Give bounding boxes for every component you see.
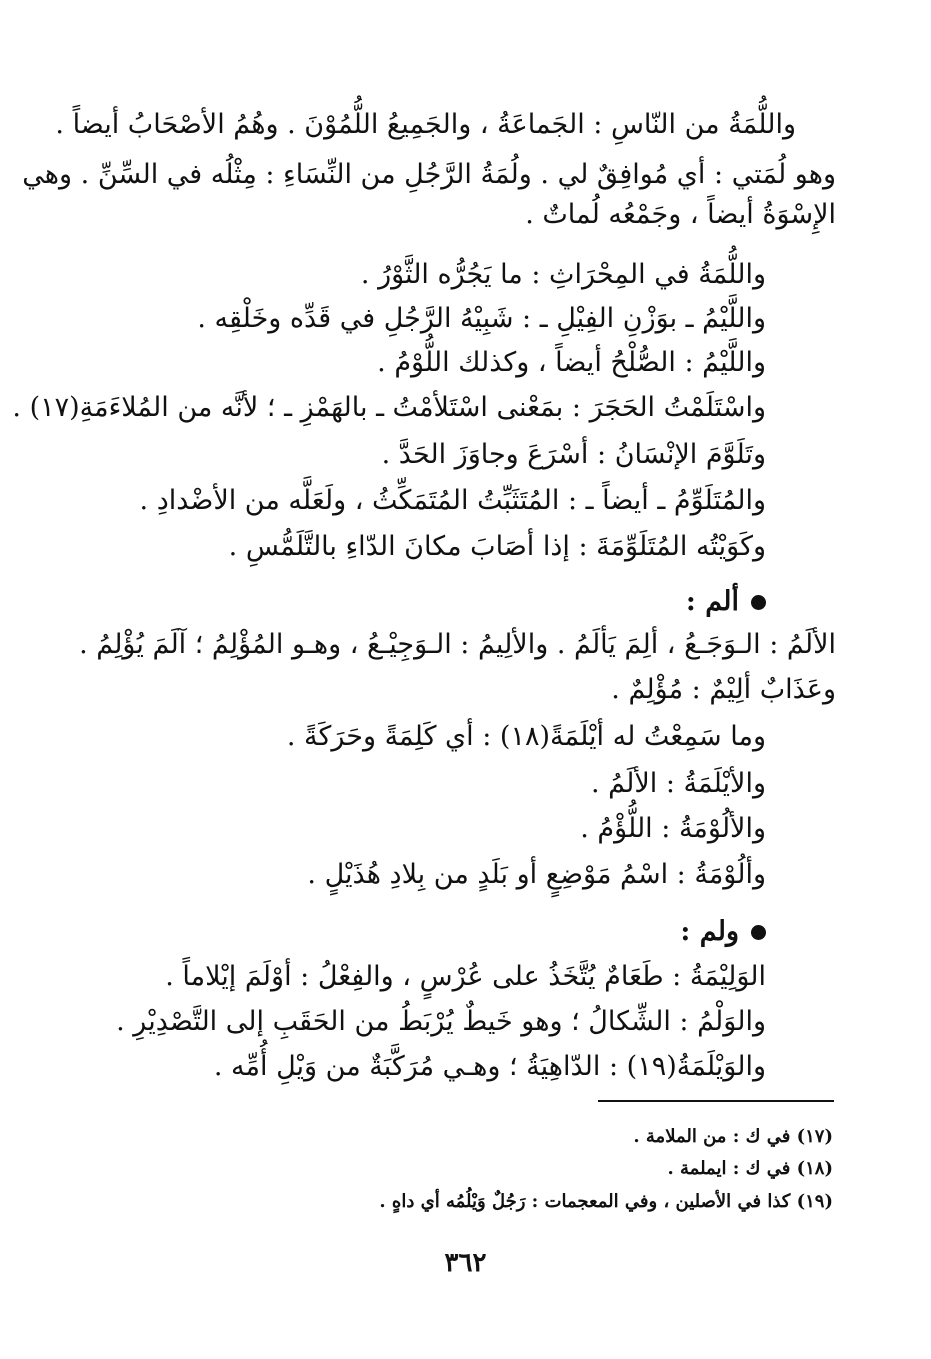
page-number: ٣٦٢ [444,1248,487,1278]
body-line: واللَّيْمُ : الصُّلْحُ أيضاً ، وكذلك اللُّوْمُ . [377,347,766,378]
entry-heading-wlm [680,915,766,949]
bullet-icon [751,925,766,940]
body-line: واللُّمَةُ من النّاسِ : الجَماعَةُ ، والجَمِيعُ اللُّمُوْنَ . وهُمُ الأصْحَابُ أيضاً . [55,109,796,140]
body-line: واللَّيْمُ ـ بوَزْنِ الفِيْلِ ـ : شَبِيْهُ الرَّجُلِ في قَدِّه وخَلْقِه . [197,303,766,334]
body-line: والمُتَلَوِّمُ ـ أيضاً ـ : المُتَثَبِّتُ المُتَمَكِّثُ ، ولَعَلَّه من الأضْدادِ . [139,485,766,516]
body-line: والوَيْلَمَةُ(١٩) : الدّاهِيَةُ ؛ وهـي مُرَكَّبَةٌ من وَيْلِ أُمِّه . [213,1051,766,1082]
body-line: الإِسْوَةُ أيضاً ، وجَمْعُه لُماتٌ . [525,199,836,230]
footnote: (١٨) في ك : ايملمة . [667,1158,833,1179]
footnote: (١٧) في ك : من الملامة . [633,1126,833,1147]
body-line: وتَلَوَّمَ الإنْسَانُ : أسْرَعَ وجاوَزَ الحَدَّ . [381,439,766,470]
body-line: وكَوَيْتُه المُتَلَوِّمَةَ : إذا أصَابَ مكانَ الدّاءِ بالتَّلَمُّسِ . [228,531,766,562]
body-line: واللُّمَةُ في المِحْرَاثِ : ما يَجُرُّه الثَّوْرُ . [360,259,766,290]
body-line: والوَلْمُ : الشِّكالُ ؛ وهو خَيطٌ يُرْبَطُ من الحَقَبِ إلى التَّصْدِيْرِ . [116,1006,766,1037]
body-line: والأيْلَمَةُ : الألَمُ . [591,768,766,799]
footnote-separator [598,1100,834,1102]
body-line: واسْتَلَمْتُ الحَجَرَ : بمَعْنى اسْتَلأمْتُ ـ بالهَمْزِ ـ ؛ لأنَّه من المُلاءَمَةِ(١٧) . [12,392,766,423]
footnote: (١٩) كذا في الأصلين ، وفي المعجمات : رَجُلٌ وَيْلُمُه أي داهٍ . [379,1191,833,1212]
entry-heading-text: ألم : [685,586,739,617]
body-line: الوَلِيْمَةُ : طَعَامٌ يُتَّخَذُ على عُرْسٍ ، والفِعْلُ : أوْلَمَ إيْلاماً . [165,961,766,992]
entry-heading-text: ولم : [680,916,739,947]
body-line: والألُوْمَةُ : اللُّؤْمُ . [580,813,766,844]
entry-heading-alm [686,585,766,619]
body-line: الألَمُ : الـوَجَـعُ ، ألِمَ يَألَمُ . والألِيمُ : الـوَجِيْـعُ ، وهـو المُؤْلِمُ ؛ آلَمَ يُؤْلِمُ . [79,629,836,660]
body-line: وما سَمِعْتُ له أيْلَمَةً(١٨) : أي كَلِمَةً وحَرَكَةً . [286,721,766,752]
bullet-icon [751,595,766,610]
body-line: وألُوْمَةُ : اسْمُ مَوْضِعٍ أو بَلَدٍ من بِلادِ هُذَيْلٍ . [307,859,766,890]
body-line: وهو لُمَتي : أي مُوافِقٌ لي . ولُمَةُ الرَّجُلِ من النِّسَاءِ : مِثْلُه في السِّنِّ . وهي [22,159,836,190]
body-line: وعَذَابٌ ألِيْمٌ : مُؤْلِمٌ . [611,674,836,705]
